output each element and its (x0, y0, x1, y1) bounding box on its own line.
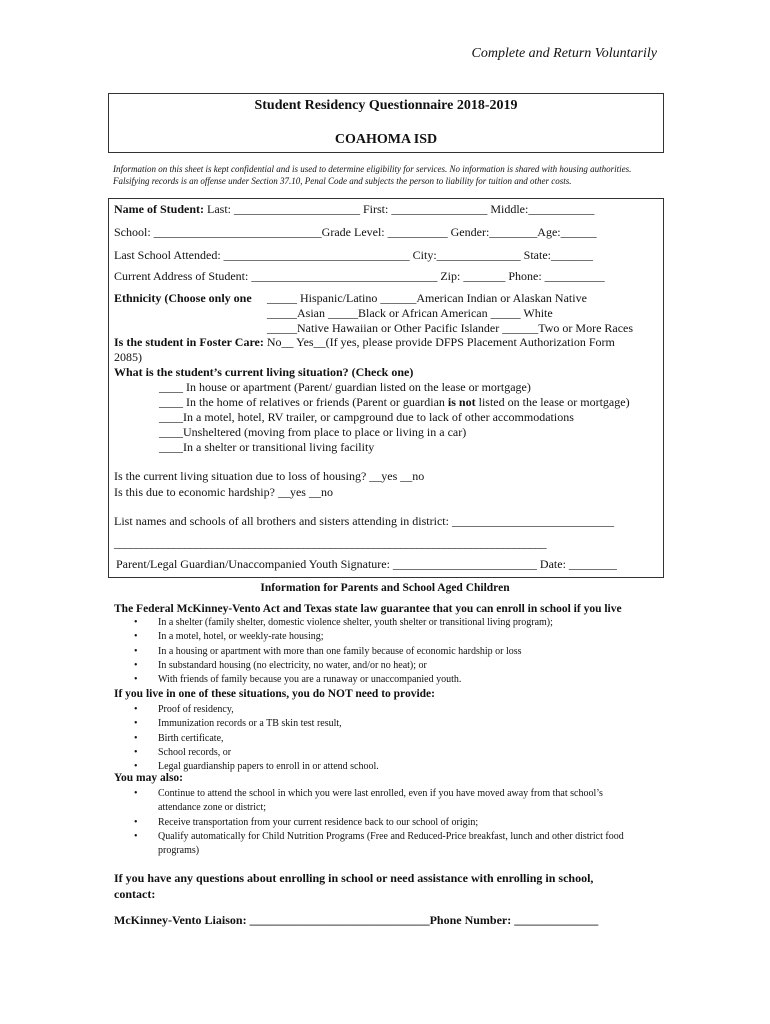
district-name: COAHOMA ISD (334, 132, 438, 147)
info-heading: Information for Parents and School Aged Children (260, 582, 510, 594)
qualifying-situations-list (114, 616, 644, 687)
loss-of-housing-question[interactable]: Is the current living situation due to loss of housing? __yes __no (114, 469, 425, 483)
confidentiality-disclaimer: Information on this sheet is kept confidential and is used to determine eligibility for services. No information is shared with housing authorities. Falsifying records is an offense under Section 37.10, Penal Code and subjects the person to liability for tuition and other costs. (113, 164, 632, 186)
foster-care-form-number: 2085) (114, 350, 142, 364)
living-option-motel[interactable]: ____In a motel, hotel, RV trailer, or campground due to lack of other accommodations (159, 410, 574, 424)
foster-care-question[interactable] (114, 335, 615, 350)
list-item: • Birth certificate, (114, 732, 644, 746)
list-item: • Continue to attend the school in which you were last enrolled, even if you have moved away from that school’s attendance zone or district; (114, 787, 644, 816)
list-item: • Legal guardianship papers to enroll in or attend school. (114, 760, 644, 774)
ethnicity-label: Ethnicity (Choose only one (114, 291, 252, 305)
mckinney-vento-intro: The Federal McKinney-Vento Act and Texas state law guarantee that you can enroll in school if you live (114, 603, 622, 615)
title-box (108, 93, 664, 153)
list-item: • With friends of family because you are a runaway or unaccompanied youth. (114, 673, 644, 687)
last-school-field[interactable]: Last School Attended: _______________________________ City:______________ State:_______ (114, 248, 593, 262)
siblings-field[interactable]: List names and schools of all brothers and sisters attending in district: ___________________________ (114, 514, 614, 528)
living-option-unsheltered[interactable]: ____Unsheltered (moving from place to place or living in a car) (159, 425, 467, 439)
current-address-field[interactable]: Current Address of Student: _______________________________ Zip: _______ Phone: __________ (114, 269, 605, 283)
list-item: • School records, or (114, 746, 644, 760)
living-option-relatives-text: ____ In the home of relatives or friends (Parent or guardian (159, 395, 448, 409)
header-note: Complete and Return Voluntarily (471, 46, 657, 61)
not-needed-heading: If you live in one of these situations, you do NOT need to provide: (114, 688, 435, 700)
list-item: • In substandard housing (no electricity, no water, and/or no heat); or (114, 659, 644, 673)
may-also-heading: You may also: (114, 772, 184, 784)
ethnicity-options-row-3[interactable]: _____Native Hawaiian or Other Pacific Islander ______Two or More Races (267, 321, 634, 335)
living-option-house[interactable]: ____ In house or apartment (Parent/ guardian listed on the lease or mortgage) (159, 380, 531, 394)
living-option-shelter[interactable]: ____In a shelter or transitional living facility (159, 440, 375, 454)
ethnicity-options-row-1[interactable]: _____ Hispanic/Latino ______American Indian or Alaskan Native (267, 291, 587, 305)
list-item: • In a shelter (family shelter, domestic violence shelter, youth shelter or transitional living program); (114, 616, 644, 630)
contact-note: If you have any questions about enrolling in school or need assistance with enrolling in school, contact: (114, 871, 594, 901)
not-needed-list (114, 703, 644, 774)
siblings-blank-line[interactable]: ________________________________________________________________________________ (114, 536, 547, 550)
signature-date-field[interactable]: Parent/Legal Guardian/Unaccompanied Youth Signature: ________________________ Date: ________ (116, 557, 617, 571)
list-item: • Receive transportation from your current residence back to our school of origin; (114, 816, 644, 830)
living-option-relatives[interactable] (159, 395, 630, 410)
student-name-label: Name of Student: (114, 202, 204, 216)
foster-care-label: Is the student in Foster Care: (114, 335, 264, 349)
living-option-relatives-emphasis: is not (447, 395, 476, 409)
economic-hardship-question[interactable]: Is this due to economic hardship? __yes __no (114, 485, 333, 499)
student-form (108, 198, 664, 578)
ethnicity-options-row-2[interactable]: _____Asian _____Black or African American _____ White (267, 306, 553, 320)
living-option-relatives-tail: listed on the lease or mortgage) (475, 395, 630, 409)
foster-care-options: No__ Yes__(If yes, please provide DFPS Placement Authorization Form (263, 335, 615, 349)
student-name-field[interactable] (114, 202, 594, 217)
list-item: • In a motel, hotel, or weekly-rate housing; (114, 630, 644, 644)
living-situation-question: What is the student’s current living situation? (Check one) (114, 365, 414, 379)
list-item: • Immunization records or a TB skin test result, (114, 717, 644, 731)
may-also-list (114, 787, 644, 858)
form-title: Student Residency Questionnaire 2018-2019 (254, 98, 518, 113)
list-item: • In a housing or apartment with more than one family because of economic hardship or loss (114, 645, 644, 659)
school-grade-gender-age-field[interactable]: School: ____________________________Grade Level: __________ Gender:________Age:______ (114, 225, 597, 239)
list-item: • Qualify automatically for Child Nutrition Programs (Free and Reduced-Price breakfast, lunch and other district food programs) (114, 830, 644, 859)
liaison-phone-field[interactable]: McKinney-Vento Liaison: ______________________________Phone Number: ______________ (114, 913, 599, 927)
list-item: • Proof of residency, (114, 703, 644, 717)
student-name-blanks: Last: _____________________ First: ________________ Middle:___________ (204, 202, 595, 216)
